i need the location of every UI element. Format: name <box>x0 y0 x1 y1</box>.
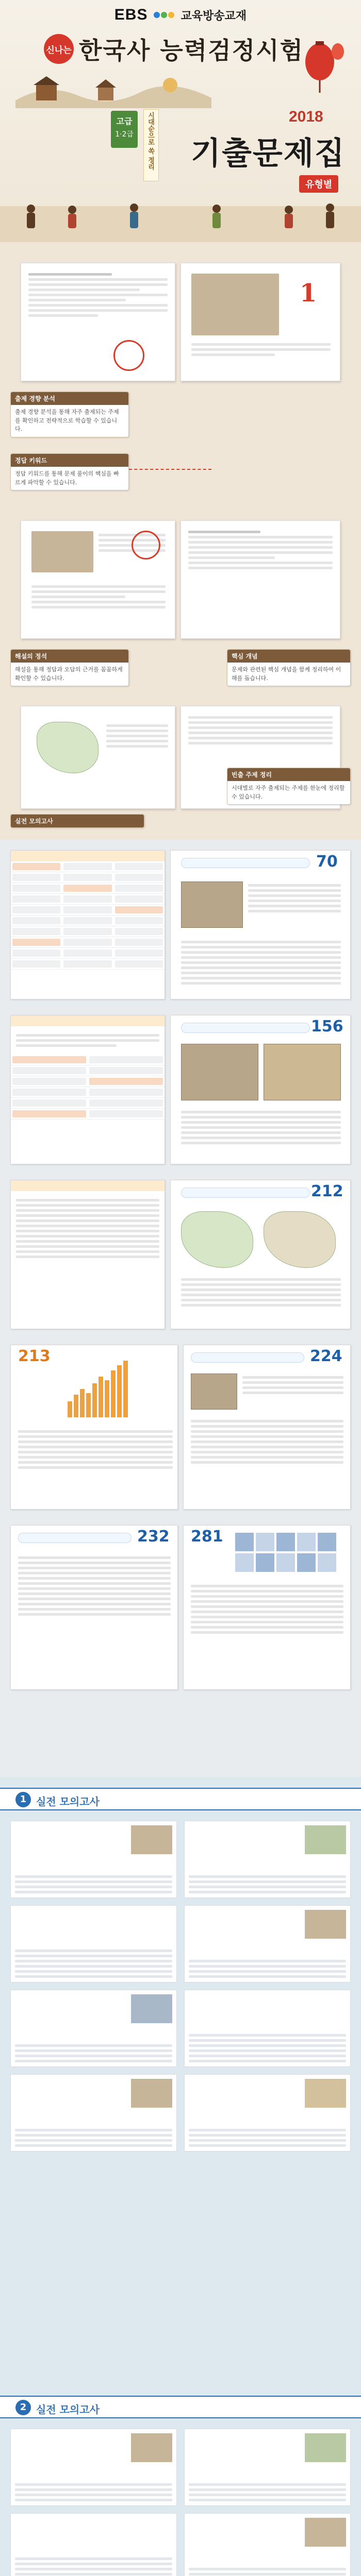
grid-graphic <box>235 1533 336 1572</box>
sample-image <box>31 531 93 572</box>
brand-subtitle: 교육방송교재 <box>180 9 247 23</box>
bar <box>117 1365 122 1417</box>
question-card <box>184 2513 351 2576</box>
question-image <box>131 2433 172 2462</box>
bar <box>92 1383 97 1417</box>
highlight-circle <box>113 340 144 371</box>
question-image <box>131 1994 172 2023</box>
layout-page-right <box>180 263 340 381</box>
preview-heading-bar <box>11 1180 165 1191</box>
question-number: 232 <box>137 1528 170 1546</box>
cover-section <box>0 0 361 242</box>
brand-dot <box>154 12 160 18</box>
cover-badge: 신나는 <box>44 34 74 64</box>
preview-heading-bar <box>11 851 165 861</box>
grade-level: 고급 <box>116 116 133 126</box>
preview-right-page <box>170 850 351 999</box>
callout-title: 해설의 정석 <box>11 650 128 663</box>
cover-title: 한국사 능력검정시험 <box>79 37 304 64</box>
question-image <box>264 1044 341 1100</box>
question-image <box>191 1374 237 1410</box>
bar <box>80 1389 85 1417</box>
ebs-logo: EBS <box>114 6 148 23</box>
question-card <box>184 1905 351 1982</box>
bar <box>99 1377 103 1417</box>
preview-right-page <box>183 1345 351 1510</box>
callout-trend <box>10 392 129 437</box>
preview-left-page <box>10 1180 165 1329</box>
grade-range: 1·2급 <box>115 130 134 139</box>
preview-band-2 <box>0 1015 361 1170</box>
question-card <box>10 1990 177 2067</box>
brand-dot <box>161 12 167 18</box>
sample-image <box>191 274 279 335</box>
preview-band-3 <box>0 1180 361 1334</box>
mock-exam-header-1 <box>0 1788 361 1810</box>
question-image <box>131 2079 172 2108</box>
question-banner <box>18 1533 132 1543</box>
people-illustration-icon <box>0 198 361 234</box>
map-graphic <box>37 722 99 773</box>
highlight-circle <box>132 531 160 560</box>
leader-line <box>129 469 211 470</box>
preview-left-page <box>10 850 165 999</box>
callout-explanation <box>10 649 129 686</box>
question-banner <box>181 858 310 868</box>
grade-badge <box>111 111 138 148</box>
mock-exam-section <box>0 1777 361 2576</box>
preview-band-1 <box>0 850 361 1005</box>
callout-title: 정답 키워드 <box>11 454 128 467</box>
question-image <box>131 1825 172 1854</box>
question-banner <box>181 1023 310 1033</box>
mock-exam-number: 2 <box>15 2400 31 2415</box>
question-image <box>305 1825 346 1854</box>
brand-dots-icon <box>154 10 175 20</box>
section-number: 1 <box>300 279 317 308</box>
question-card <box>184 1821 351 1898</box>
question-number: 70 <box>316 853 338 871</box>
layout-section <box>0 242 361 840</box>
callout-title: 출제 경향 분석 <box>11 392 128 405</box>
callout-text: 출제 경향 분석을 통해 자주 출제되는 주제를 확인하고 전략적으로 학습할 수 있습니다. <box>15 409 119 432</box>
mock-exam-grid-2 <box>10 2429 351 2576</box>
bar <box>74 1395 78 1417</box>
question-card <box>10 2429 177 2506</box>
question-image <box>305 2518 346 2547</box>
question-card <box>184 2429 351 2506</box>
callout-text: 시대별로 자주 출제되는 주제를 한눈에 정리할 수 있습니다. <box>232 785 345 800</box>
question-image <box>305 1910 346 1939</box>
map-graphic <box>264 1211 336 1268</box>
preview-left-page <box>10 1345 178 1510</box>
preview-right-page <box>170 1015 351 1164</box>
question-card <box>10 2074 177 2151</box>
bar <box>123 1361 128 1417</box>
cover-illustration-icon <box>15 72 211 108</box>
bar <box>105 1380 109 1417</box>
question-number: 212 <box>311 1182 343 1200</box>
question-number: 156 <box>311 1018 343 1036</box>
layout-page-right-2 <box>180 520 340 639</box>
preview-band-5 <box>0 1525 361 1695</box>
brand-dot <box>168 12 174 18</box>
callout-title: 빈출 주제 정리 <box>227 768 350 781</box>
question-card <box>184 1990 351 2067</box>
question-card <box>10 1821 177 1898</box>
cover-type-badge: 유형별 <box>299 175 338 193</box>
question-number: 213 <box>18 1347 51 1365</box>
callout-text: 정답 키워드를 통해 문제 풀이의 핵심을 빠르게 파악할 수 있습니다. <box>15 470 119 486</box>
preview-right-page <box>183 1525 351 1690</box>
question-card <box>184 2074 351 2151</box>
mock-exam-title: 실전 모의고사 <box>36 2403 100 2416</box>
preview-left-page <box>10 1525 178 1690</box>
cover-year: 2018 <box>289 108 323 125</box>
mock-exam-grid-1 <box>10 1821 351 2151</box>
bar-graphic <box>68 1355 128 1417</box>
mock-exam-title: 실전 모의고사 <box>36 1795 100 1808</box>
mock-exam-number: 1 <box>15 1792 31 1807</box>
question-image <box>305 2079 346 2108</box>
question-card <box>10 1905 177 1982</box>
vertical-note: 시대순으로 쏙 정리 <box>143 109 159 181</box>
question-image <box>181 882 243 928</box>
preview-band-4 <box>0 1345 361 1515</box>
callout-text: 해설을 통해 정답과 오답의 근거를 꼼꼼하게 확인할 수 있습니다. <box>15 666 123 682</box>
question-number: 281 <box>191 1528 223 1546</box>
callout-concept <box>227 649 351 686</box>
preview-section <box>0 840 361 1777</box>
cover-book-title: 기출문제집 <box>191 135 346 172</box>
callout-title: 실전 모의고사 <box>11 815 144 827</box>
question-banner <box>191 1352 304 1363</box>
question-card <box>10 2513 177 2576</box>
callout-topics <box>227 768 351 805</box>
question-number: 224 <box>310 1347 342 1365</box>
callout-title: 핵심 개념 <box>227 650 350 663</box>
question-image <box>305 2433 346 2462</box>
preview-right-page <box>170 1180 351 1329</box>
bar <box>111 1370 116 1417</box>
question-banner <box>181 1188 310 1198</box>
mock-exam-header-2 <box>0 2396 361 2418</box>
bar <box>86 1393 91 1417</box>
preview-heading-bar <box>11 1015 165 1026</box>
map-graphic <box>181 1211 253 1268</box>
layout-page-left <box>21 263 175 381</box>
callout-keyword <box>10 453 129 490</box>
callout-mock <box>10 814 144 828</box>
layout-page-left-3 <box>21 706 175 809</box>
brand-row <box>0 6 361 24</box>
preview-left-page <box>10 1015 165 1164</box>
lantern-icon <box>289 36 351 98</box>
bar <box>68 1401 72 1417</box>
callout-text: 문제와 관련된 핵심 개념을 함께 정리하여 이해를 돕습니다. <box>232 666 341 682</box>
question-image <box>181 1044 258 1100</box>
